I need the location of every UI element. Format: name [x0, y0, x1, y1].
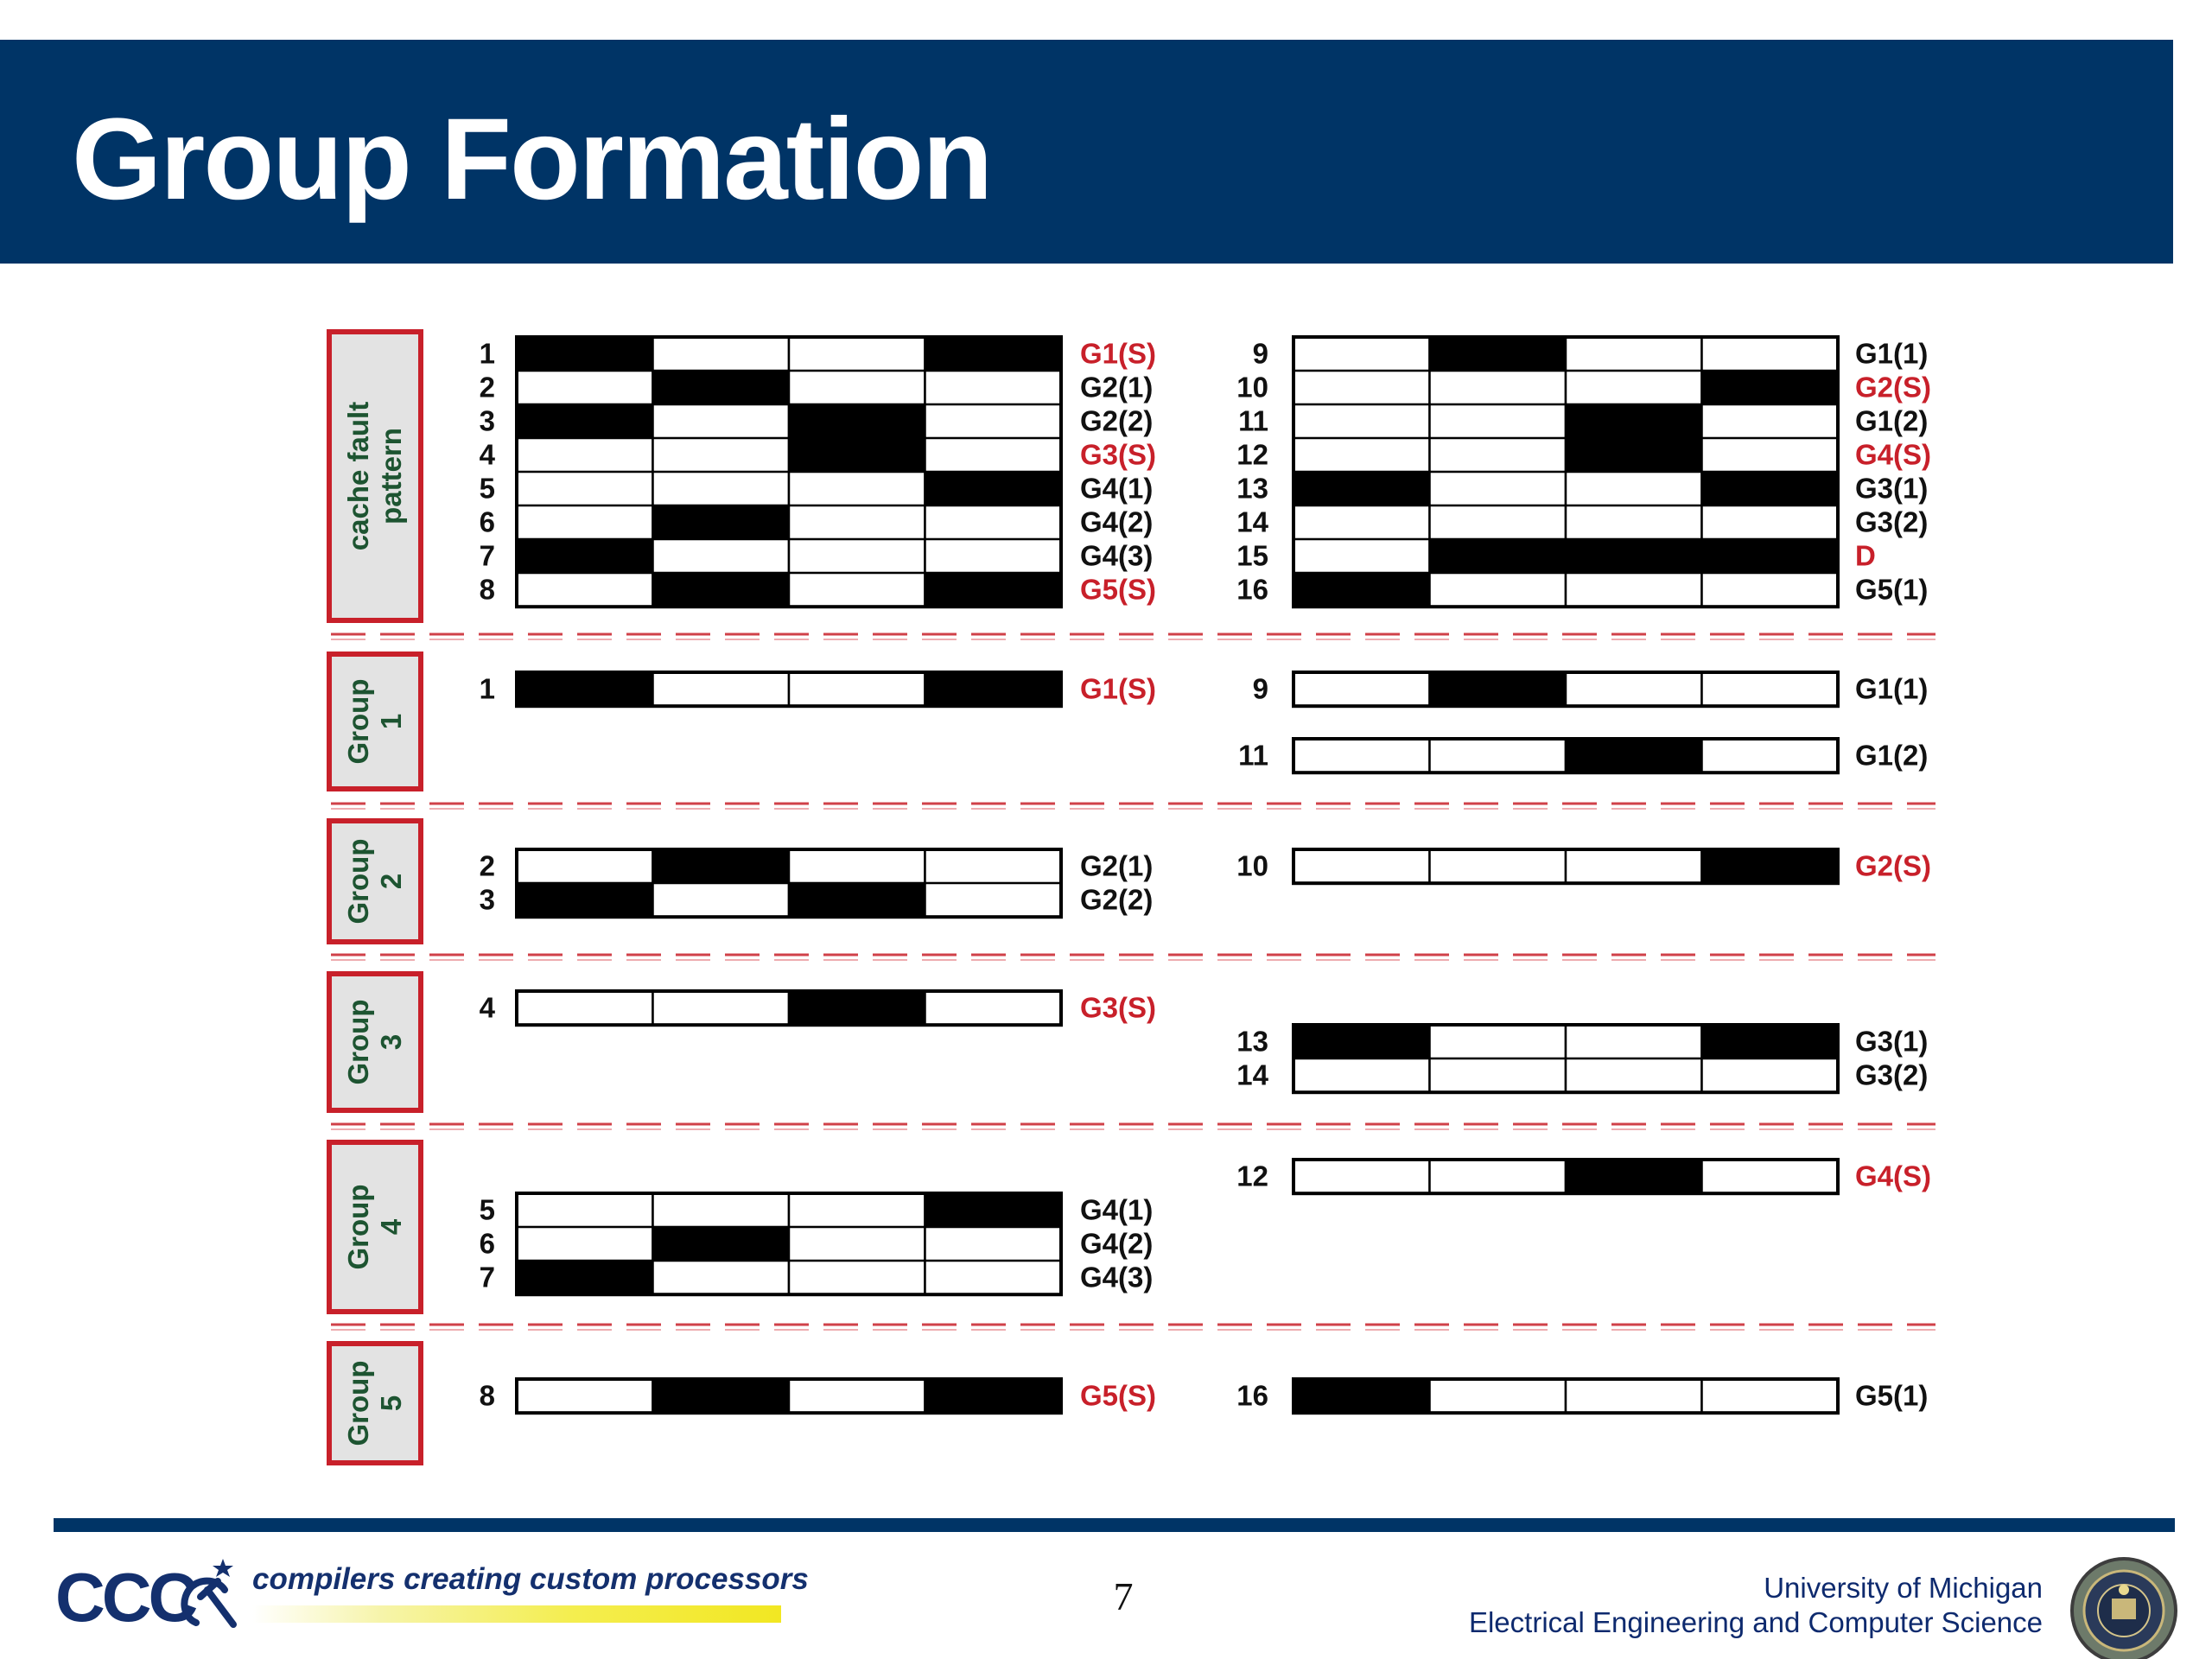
pattern-cell-filled	[789, 438, 925, 472]
pattern-cell-filled	[1702, 539, 1839, 573]
row-number: 8	[479, 1379, 495, 1412]
pattern-cell-empty	[1294, 404, 1430, 438]
pattern-cell-filled	[653, 849, 790, 883]
pattern-cell-empty	[925, 883, 1062, 917]
pattern-cell-empty	[789, 1379, 925, 1413]
pattern-cell-empty	[653, 337, 790, 371]
pattern-cell-empty	[1430, 404, 1567, 438]
pattern-cell-empty	[1566, 371, 1702, 404]
pattern-cell-filled	[653, 505, 790, 539]
row-tag-highlight: G5(S)	[1080, 573, 1157, 606]
row-number: 14	[1236, 505, 1268, 538]
pattern-cell-empty	[1294, 1160, 1430, 1193]
pattern-cell-empty	[789, 337, 925, 371]
pattern-cell-filled	[1566, 539, 1702, 573]
row-number: 10	[1236, 849, 1268, 882]
row-number: 13	[1236, 472, 1268, 505]
section-label-line: Group	[342, 838, 374, 925]
pattern-cell-empty	[789, 505, 925, 539]
row-tag: G5(1)	[1855, 1379, 1929, 1412]
row-number: 2	[479, 849, 495, 882]
row-tag: G3(1)	[1855, 1025, 1929, 1058]
row-number: 7	[479, 1261, 495, 1294]
pattern-cell-empty	[1430, 505, 1567, 539]
pattern-cell-filled	[789, 991, 925, 1025]
pattern-cell-empty	[789, 1193, 925, 1227]
row-tag: G3(2)	[1855, 1058, 1929, 1091]
pattern-cell-empty	[517, 472, 653, 505]
pattern-cell-filled	[1702, 849, 1839, 883]
tagline: compilers creating custom processors	[252, 1562, 809, 1596]
pattern-cell-filled	[653, 1227, 790, 1261]
pattern-cell-empty	[653, 991, 790, 1025]
affiliation-department: Electrical Engineering and Computer Science	[1468, 1606, 2043, 1638]
pattern-cell-empty	[789, 472, 925, 505]
pattern-cell-filled	[1566, 438, 1702, 472]
pattern-cell-empty	[1430, 371, 1567, 404]
row-tag: G3(1)	[1855, 472, 1929, 505]
pattern-cell-empty	[1430, 1025, 1567, 1058]
row-number: 16	[1236, 1379, 1268, 1412]
section-label-line: Group	[342, 999, 374, 1085]
pattern-cell-empty	[1566, 849, 1702, 883]
pattern-cell-empty	[1566, 1379, 1702, 1413]
section-label-line: 2	[375, 873, 407, 890]
pattern-cell-empty	[925, 1227, 1062, 1261]
row-tag-highlight: G1(S)	[1080, 672, 1157, 705]
pattern-cell-empty	[1702, 505, 1839, 539]
pattern-cell-empty	[1430, 1160, 1567, 1193]
row-number: 9	[1252, 672, 1268, 705]
pattern-cell-filled	[1566, 404, 1702, 438]
pattern-cell-empty	[925, 539, 1062, 573]
pattern-cell-empty	[1430, 438, 1567, 472]
row-tag: G2(1)	[1080, 849, 1154, 882]
row-tag: G5(1)	[1855, 573, 1929, 606]
pattern-cell-filled	[1294, 573, 1430, 607]
row-number: 9	[1252, 337, 1268, 370]
pattern-cell-empty	[789, 1261, 925, 1294]
pattern-cell-empty	[925, 371, 1062, 404]
row-number: 14	[1236, 1058, 1268, 1091]
pattern-cell-empty	[1294, 739, 1430, 772]
pattern-cell-filled	[653, 573, 790, 607]
pattern-cell-empty	[517, 371, 653, 404]
section-label-line: pattern	[375, 428, 407, 524]
pattern-cell-empty	[1430, 739, 1567, 772]
pattern-cell-filled	[653, 371, 790, 404]
row-tag: G1(2)	[1855, 739, 1929, 772]
row-tag-highlight: G2(S)	[1855, 849, 1932, 882]
row-tag: G3(2)	[1855, 505, 1929, 538]
pattern-cell-filled	[1702, 1025, 1839, 1058]
pattern-cell-filled	[925, 337, 1062, 371]
row-tag-highlight: G4(S)	[1855, 438, 1932, 471]
pattern-cell-filled	[1294, 1379, 1430, 1413]
pattern-cell-empty	[653, 404, 790, 438]
pattern-cell-empty	[1566, 1025, 1702, 1058]
pattern-cell-empty	[653, 883, 790, 917]
row-number: 3	[479, 883, 495, 916]
pattern-cell-empty	[517, 438, 653, 472]
pattern-cell-filled	[1430, 539, 1567, 573]
row-number: 1	[479, 337, 495, 370]
pattern-cell-empty	[1430, 1058, 1567, 1092]
pattern-cell-empty	[925, 505, 1062, 539]
pattern-cell-empty	[517, 505, 653, 539]
pattern-cell-filled	[925, 573, 1062, 607]
pattern-cell-empty	[1294, 539, 1430, 573]
row-number: 8	[479, 573, 495, 606]
row-number: 11	[1238, 404, 1268, 437]
row-number: 12	[1236, 1160, 1268, 1192]
pattern-cell-empty	[1430, 472, 1567, 505]
section-label-line: 3	[375, 1033, 407, 1051]
pattern-cell-filled	[789, 883, 925, 917]
pattern-cell-filled	[789, 404, 925, 438]
pattern-cell-empty	[517, 573, 653, 607]
pattern-cell-empty	[517, 1227, 653, 1261]
pattern-cell-empty	[1702, 1160, 1839, 1193]
row-number: 12	[1236, 438, 1268, 471]
pattern-cell-empty	[653, 539, 790, 573]
pattern-cell-filled	[925, 672, 1062, 706]
row-number: 15	[1236, 539, 1268, 572]
row-tag: G2(1)	[1080, 371, 1154, 404]
row-tag-highlight: G2(S)	[1855, 371, 1932, 404]
section-label-line: Group	[342, 678, 374, 765]
pattern-cell-empty	[1430, 573, 1567, 607]
pattern-cell-empty	[1430, 849, 1567, 883]
pattern-cell-filled	[1566, 739, 1702, 772]
row-number: 7	[479, 539, 495, 572]
pattern-cell-empty	[789, 1227, 925, 1261]
pattern-cell-empty	[1702, 739, 1839, 772]
row-tag: G2(2)	[1080, 404, 1154, 437]
section-label-line: 1	[375, 713, 407, 730]
tagline-highlight	[252, 1605, 781, 1623]
pattern-cell-filled	[1566, 1160, 1702, 1193]
pattern-cell-empty	[1294, 438, 1430, 472]
row-number: 16	[1236, 573, 1268, 606]
pattern-cell-empty	[789, 849, 925, 883]
star-icon	[213, 1559, 233, 1577]
university-seal-icon	[2069, 1555, 2179, 1659]
pattern-cell-empty	[1702, 438, 1839, 472]
pattern-cell-empty	[653, 1261, 790, 1294]
section-label-line: Group	[342, 1360, 374, 1446]
pattern-cell-filled	[1430, 672, 1567, 706]
row-tag-highlight: G1(S)	[1080, 337, 1157, 370]
row-tag: G1(2)	[1855, 404, 1929, 437]
row-tag: G4(3)	[1080, 539, 1154, 572]
row-number: 5	[479, 472, 495, 505]
pattern-cell-filled	[1702, 371, 1839, 404]
pattern-cell-filled	[925, 1379, 1062, 1413]
pattern-cell-empty	[1566, 1058, 1702, 1092]
section-label-line: Group	[342, 1184, 374, 1270]
pattern-cell-filled	[653, 1379, 790, 1413]
pattern-cell-empty	[789, 573, 925, 607]
pattern-cell-filled	[517, 1261, 653, 1294]
pattern-cell-empty	[653, 472, 790, 505]
row-number: 10	[1236, 371, 1268, 404]
pattern-cell-empty	[653, 672, 790, 706]
pattern-cell-empty	[1566, 337, 1702, 371]
pattern-cell-empty	[925, 404, 1062, 438]
pattern-cell-filled	[517, 672, 653, 706]
pattern-cell-filled	[517, 337, 653, 371]
row-tag: G1(1)	[1855, 337, 1929, 370]
pattern-cell-empty	[1430, 1379, 1567, 1413]
row-number: 6	[479, 1227, 495, 1260]
pattern-cell-filled	[925, 1193, 1062, 1227]
affiliation-university: University of Michigan	[1764, 1572, 2043, 1604]
pattern-cell-filled	[517, 539, 653, 573]
row-tag: G4(1)	[1080, 1193, 1154, 1226]
row-tag: G4(3)	[1080, 1261, 1154, 1294]
pattern-cell-empty	[517, 849, 653, 883]
row-tag-highlight: G4(S)	[1855, 1160, 1932, 1192]
row-tag: G1(1)	[1855, 672, 1929, 705]
row-number: 2	[479, 371, 495, 404]
row-number: 3	[479, 404, 495, 437]
pattern-cell-empty	[1702, 1058, 1839, 1092]
pattern-cell-empty	[653, 1193, 790, 1227]
row-tag-highlight: G3(S)	[1080, 991, 1157, 1024]
pattern-cell-empty	[925, 438, 1062, 472]
pattern-cell-empty	[1702, 337, 1839, 371]
pattern-cell-empty	[1294, 371, 1430, 404]
pattern-cell-empty	[1294, 505, 1430, 539]
pattern-cell-empty	[1294, 849, 1430, 883]
row-tag: G4(2)	[1080, 1227, 1154, 1260]
pattern-cell-empty	[1566, 505, 1702, 539]
row-number: 1	[479, 672, 495, 705]
row-tag-highlight: D	[1855, 539, 1876, 572]
row-number: 4	[479, 438, 495, 471]
pattern-cell-empty	[925, 991, 1062, 1025]
pattern-cell-empty	[1566, 573, 1702, 607]
pattern-cell-empty	[517, 1379, 653, 1413]
pattern-cell-empty	[1702, 1379, 1839, 1413]
affiliation	[1469, 1571, 2043, 1640]
pattern-cell-empty	[789, 539, 925, 573]
pattern-cell-filled	[517, 404, 653, 438]
row-tag: G4(2)	[1080, 505, 1154, 538]
row-tag: G4(1)	[1080, 472, 1154, 505]
row-number: 4	[479, 991, 495, 1024]
row-number: 13	[1236, 1025, 1268, 1058]
ccc-logo-text: CCC	[55, 1559, 195, 1636]
pattern-cell-empty	[1294, 1058, 1430, 1092]
pattern-cell-empty	[789, 371, 925, 404]
section-label-line: 4	[375, 1218, 407, 1236]
pattern-cell-empty	[1702, 573, 1839, 607]
pattern-cell-empty	[1702, 404, 1839, 438]
pattern-cell-empty	[653, 438, 790, 472]
pattern-cell-empty	[517, 991, 653, 1025]
pattern-cell-filled	[1294, 1025, 1430, 1058]
pattern-cell-empty	[789, 672, 925, 706]
pattern-cell-filled	[517, 883, 653, 917]
pattern-cell-empty	[1294, 337, 1430, 371]
row-tag-highlight: G3(S)	[1080, 438, 1157, 471]
row-tag-highlight: G5(S)	[1080, 1379, 1157, 1412]
pattern-cell-empty	[925, 1261, 1062, 1294]
row-number: 5	[479, 1193, 495, 1226]
pattern-cell-empty	[517, 1193, 653, 1227]
pattern-cell-empty	[1702, 672, 1839, 706]
row-number: 11	[1238, 739, 1268, 772]
pattern-cell-filled	[925, 472, 1062, 505]
pattern-cell-empty	[1294, 672, 1430, 706]
pattern-cell-empty	[1566, 472, 1702, 505]
pattern-cell-filled	[1430, 337, 1567, 371]
section-label-line: cache fault	[342, 401, 374, 551]
section-label-line: 5	[375, 1395, 407, 1412]
pattern-cell-filled	[1702, 472, 1839, 505]
row-tag: G2(2)	[1080, 883, 1154, 916]
pattern-cell-empty	[925, 849, 1062, 883]
ccc-logo	[54, 1555, 245, 1642]
pattern-cell-empty	[1566, 672, 1702, 706]
footer-rule	[54, 1518, 2175, 1532]
pattern-cell-filled	[1294, 472, 1430, 505]
row-number: 6	[479, 505, 495, 538]
page-number: 7	[1113, 1574, 1134, 1618]
page-title: Group Formation	[72, 95, 992, 224]
